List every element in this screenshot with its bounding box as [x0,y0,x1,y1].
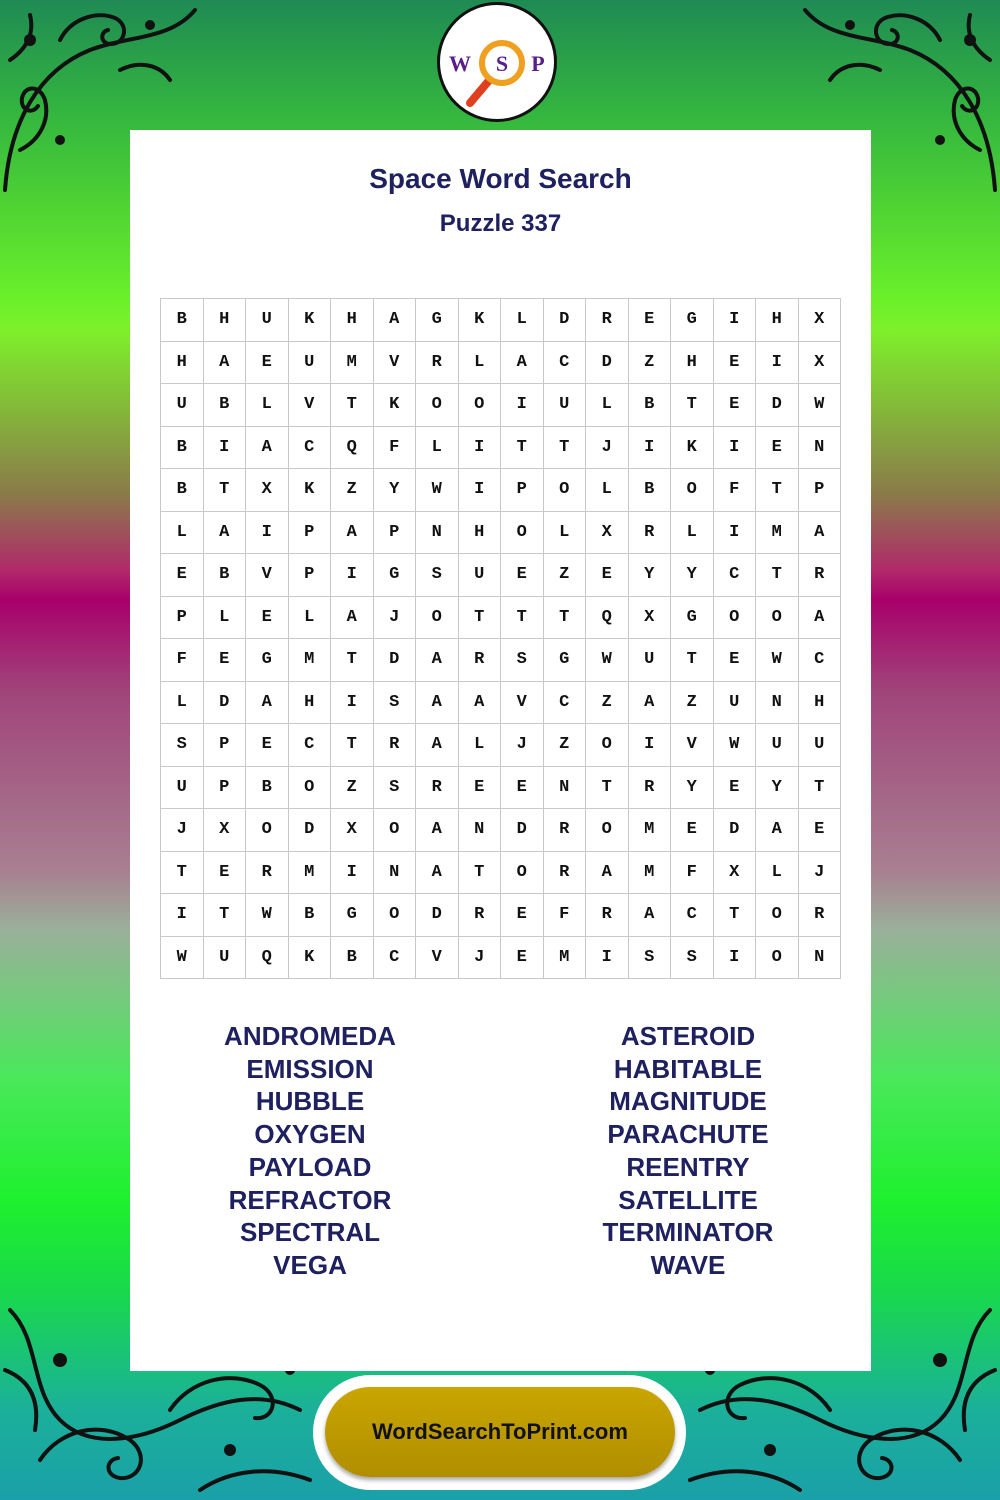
grid-cell[interactable]: I [459,427,502,470]
grid-cell[interactable]: R [586,299,629,342]
grid-cell[interactable]: D [289,809,332,852]
grid-cell[interactable]: P [799,469,842,512]
grid-cell[interactable]: T [799,767,842,810]
grid-cell[interactable]: A [331,512,374,555]
grid-cell[interactable]: A [246,427,289,470]
grid-cell[interactable]: H [204,299,247,342]
grid-cell[interactable]: U [459,554,502,597]
word-list-left [130,1020,490,1282]
grid-cell[interactable]: U [204,937,247,980]
grid-cell[interactable]: T [756,469,799,512]
magnifier-icon [440,5,554,119]
grid-cell[interactable]: B [204,384,247,427]
grid-cell[interactable]: D [756,384,799,427]
grid-cell[interactable]: O [586,809,629,852]
word-list-item: OXYGEN [254,1119,366,1150]
grid-cell[interactable]: L [501,299,544,342]
grid-cell[interactable]: B [246,767,289,810]
grid-cell[interactable]: C [544,682,587,725]
grid-cell[interactable]: F [374,427,417,470]
grid-cell[interactable]: T [331,724,374,767]
grid-cell[interactable]: A [586,852,629,895]
grid-cell[interactable]: Z [671,682,714,725]
grid-cell[interactable]: K [289,299,332,342]
page-title: Space Word Search [369,163,632,194]
grid-cell[interactable]: G [544,639,587,682]
grid-cell[interactable]: S [671,937,714,980]
grid-cell[interactable]: A [416,809,459,852]
grid-cell[interactable]: B [629,469,672,512]
logo-letter-s: S [495,51,509,76]
grid-cell[interactable]: S [416,554,459,597]
grid-cell[interactable]: M [629,852,672,895]
grid-cell[interactable]: R [416,342,459,385]
word-list-item: MAGNITUDE [609,1086,767,1117]
grid-cell[interactable]: T [756,554,799,597]
grid-cell[interactable]: I [714,937,757,980]
grid-cell[interactable]: T [586,767,629,810]
grid-cell[interactable]: O [374,809,417,852]
grid-cell[interactable]: B [161,427,204,470]
grid-cell[interactable]: V [289,384,332,427]
grid-cell[interactable]: G [374,554,417,597]
word-list-item: SPECTRAL [239,1217,381,1248]
word-list-item: WAVE [650,1249,726,1280]
grid-cell[interactable]: A [501,342,544,385]
grid-cell[interactable]: H [289,682,332,725]
grid-cell[interactable]: I [246,512,289,555]
grid-cell[interactable]: B [161,299,204,342]
grid-cell[interactable]: I [629,724,672,767]
word-list-item: REENTRY [626,1151,750,1182]
grid-cell[interactable]: L [544,512,587,555]
grid-cell[interactable]: A [416,639,459,682]
grid-cell[interactable]: E [204,639,247,682]
grid-cell[interactable]: N [374,852,417,895]
grid-cell[interactable]: H [331,299,374,342]
grid-cell[interactable]: T [459,852,502,895]
grid-cell[interactable]: P [374,512,417,555]
grid-cell[interactable]: P [289,512,332,555]
grid-cell[interactable]: F [714,469,757,512]
grid-cell[interactable]: T [204,894,247,937]
grid-cell[interactable]: D [374,639,417,682]
grid-cell[interactable]: L [459,342,502,385]
grid-cell[interactable]: P [161,597,204,640]
grid-cell[interactable]: W [161,937,204,980]
grid-cell[interactable]: D [416,894,459,937]
grid-cell[interactable]: I [501,384,544,427]
grid-cell[interactable]: B [629,384,672,427]
grid-cell[interactable]: U [246,299,289,342]
grid-cell[interactable]: W [756,639,799,682]
grid-cell[interactable]: A [799,512,842,555]
grid-cell[interactable]: A [416,682,459,725]
grid-cell[interactable]: V [501,682,544,725]
grid-cell[interactable]: C [714,554,757,597]
grid-cell[interactable]: L [416,427,459,470]
grid-cell[interactable]: O [416,597,459,640]
grid-cell[interactable]: T [161,852,204,895]
grid-cell[interactable]: O [756,597,799,640]
word-list-item: HABITABLE [613,1053,763,1084]
grid-cell[interactable]: X [799,342,842,385]
grid-cell[interactable]: X [246,469,289,512]
grid-cell[interactable]: R [586,894,629,937]
grid-cell[interactable]: M [289,852,332,895]
grid-cell[interactable]: U [629,639,672,682]
grid-cell[interactable]: I [714,512,757,555]
grid-cell[interactable]: V [671,724,714,767]
grid-cell[interactable]: T [544,597,587,640]
grid-cell[interactable]: A [331,597,374,640]
grid-cell[interactable]: U [289,342,332,385]
wsp-logo [437,2,557,122]
grid-cell[interactable]: E [459,767,502,810]
grid-cell[interactable]: I [629,427,672,470]
grid-cell[interactable]: X [714,852,757,895]
grid-cell[interactable]: E [714,384,757,427]
grid-cell[interactable]: G [671,299,714,342]
grid-cell[interactable]: N [799,427,842,470]
grid-cell[interactable]: P [289,554,332,597]
grid-cell[interactable]: Z [629,342,672,385]
grid-cell[interactable]: D [204,682,247,725]
grid-cell[interactable]: J [459,937,502,980]
grid-cell[interactable]: G [671,597,714,640]
puzzle-number: Puzzle 337 [439,210,562,237]
grid-cell[interactable]: T [501,597,544,640]
word-list-item: PARACHUTE [607,1119,769,1150]
logo-letter-w: W [449,51,471,76]
grid-cell[interactable]: R [459,639,502,682]
grid-cell[interactable]: E [204,852,247,895]
grid-cell[interactable]: N [799,937,842,980]
grid-cell[interactable]: O [544,469,587,512]
word-list-item: VEGA [273,1249,347,1280]
grid-cell[interactable]: E [246,342,289,385]
grid-cell[interactable]: M [629,809,672,852]
grid-cell[interactable]: L [161,512,204,555]
grid-cell[interactable]: H [671,342,714,385]
grid-cell[interactable]: C [289,724,332,767]
word-list-item: SATELLITE [618,1184,758,1215]
grid-cell[interactable]: C [671,894,714,937]
grid-cell[interactable]: G [246,639,289,682]
grid-cell[interactable]: R [799,554,842,597]
grid-cell[interactable]: O [246,809,289,852]
grid-cell[interactable]: E [586,554,629,597]
grid-cell[interactable]: F [161,639,204,682]
word-list-item: ASTEROID [620,1021,756,1051]
grid-cell[interactable]: O [289,767,332,810]
grid-cell[interactable]: V [416,937,459,980]
word-list-item: TERMINATOR [602,1217,774,1248]
grid-cell[interactable]: U [756,724,799,767]
grid-cell[interactable]: L [756,852,799,895]
grid-cell[interactable]: O [586,724,629,767]
grid-cell[interactable]: Z [331,469,374,512]
grid-cell[interactable]: Y [671,767,714,810]
grid-cell[interactable]: U [161,384,204,427]
grid-cell[interactable]: Q [331,427,374,470]
grid-cell[interactable]: H [799,682,842,725]
grid-cell[interactable]: T [544,427,587,470]
grid-cell[interactable]: A [204,342,247,385]
grid-cell[interactable]: L [161,682,204,725]
grid-cell[interactable]: D [714,809,757,852]
grid-cell[interactable]: E [501,894,544,937]
grid-cell[interactable]: I [331,554,374,597]
grid-cell[interactable]: B [289,894,332,937]
grid-cell[interactable]: A [799,597,842,640]
word-list-item: PAYLOAD [248,1151,372,1182]
grid-cell[interactable]: U [544,384,587,427]
grid-cell[interactable]: E [714,639,757,682]
grid-cell[interactable]: N [756,682,799,725]
puzzle-panel [130,130,871,1371]
grid-cell[interactable]: W [416,469,459,512]
word-list-right [508,1020,868,1282]
logo-letter-p: P [531,51,545,76]
grid-cell[interactable]: R [374,724,417,767]
grid-cell[interactable]: L [586,384,629,427]
grid-cell[interactable]: R [459,894,502,937]
grid-cell[interactable]: C [799,639,842,682]
grid-cell[interactable]: O [501,852,544,895]
grid-cell[interactable]: Z [544,724,587,767]
grid-cell[interactable]: B [204,554,247,597]
grid-cell[interactable]: Y [374,469,417,512]
grid-cell[interactable]: A [204,512,247,555]
grid-cell[interactable]: T [331,639,374,682]
grid-cell[interactable]: F [544,894,587,937]
grid-cell[interactable]: I [204,427,247,470]
grid-cell[interactable]: I [331,852,374,895]
grid-cell[interactable]: M [544,937,587,980]
grid-cell[interactable]: T [331,384,374,427]
grid-cell[interactable]: R [629,512,672,555]
grid-cell[interactable]: S [629,937,672,980]
grid-cell[interactable]: F [671,852,714,895]
grid-cell[interactable]: J [501,724,544,767]
grid-cell[interactable]: K [289,937,332,980]
grid-cell[interactable]: Q [586,597,629,640]
grid-cell[interactable]: E [714,767,757,810]
grid-cell[interactable]: I [331,682,374,725]
word-list-item: REFRACTOR [228,1184,392,1215]
grid-cell[interactable]: I [714,299,757,342]
grid-cell[interactable]: E [246,724,289,767]
grid-cell[interactable]: R [544,852,587,895]
grid-cell[interactable]: W [714,724,757,767]
grid-cell[interactable]: O [501,512,544,555]
grid-cell[interactable]: I [161,894,204,937]
word-list-item: HUBBLE [255,1086,365,1117]
word-list-item: EMISSION [246,1053,374,1084]
grid-cell[interactable]: U [799,724,842,767]
grid-cell[interactable]: E [501,554,544,597]
grid-cell[interactable]: J [161,809,204,852]
grid-cell[interactable]: A [416,852,459,895]
grid-cell[interactable]: P [204,724,247,767]
grid-cell[interactable]: X [586,512,629,555]
grid-cell[interactable]: E [756,427,799,470]
grid-cell[interactable]: J [374,597,417,640]
grid-cell[interactable]: W [799,384,842,427]
grid-cell[interactable]: O [374,894,417,937]
grid-cell[interactable]: R [246,852,289,895]
grid-cell[interactable]: B [331,937,374,980]
grid-cell[interactable]: V [374,342,417,385]
grid-cell[interactable]: E [246,597,289,640]
grid-cell[interactable]: T [671,639,714,682]
grid-cell[interactable]: Y [671,554,714,597]
grid-cell[interactable]: R [416,767,459,810]
grid-cell[interactable]: K [459,299,502,342]
grid-cell[interactable]: Y [756,767,799,810]
grid-cell[interactable]: A [374,299,417,342]
grid-cell[interactable]: G [416,299,459,342]
grid-cell[interactable]: U [161,767,204,810]
grid-cell[interactable]: O [416,384,459,427]
grid-cell[interactable]: D [501,809,544,852]
grid-cell[interactable]: Z [586,682,629,725]
grid-cell[interactable]: T [459,597,502,640]
grid-cell[interactable]: L [671,512,714,555]
grid-cell[interactable]: E [161,554,204,597]
grid-cell[interactable]: S [501,639,544,682]
grid-cell[interactable]: W [586,639,629,682]
grid-cell[interactable]: N [544,767,587,810]
grid-cell[interactable]: A [629,894,672,937]
grid-cell[interactable]: C [374,937,417,980]
grid-cell[interactable]: L [289,597,332,640]
grid-cell[interactable]: T [501,427,544,470]
grid-cell[interactable]: J [586,427,629,470]
grid-cell[interactable]: X [204,809,247,852]
grid-cell[interactable]: O [671,469,714,512]
grid-cell[interactable]: K [289,469,332,512]
grid-cell[interactable]: A [416,724,459,767]
grid-cell[interactable]: X [799,299,842,342]
footer-site-link[interactable]: WordSearchToPrint.com [372,1419,628,1444]
grid-cell[interactable]: E [629,299,672,342]
grid-cell[interactable]: E [501,937,544,980]
grid-cell[interactable]: L [204,597,247,640]
grid-cell[interactable]: L [586,469,629,512]
grid-cell[interactable]: B [161,469,204,512]
grid-cell[interactable]: H [459,512,502,555]
grid-cell[interactable]: D [586,342,629,385]
grid-cell[interactable]: V [246,554,289,597]
grid-cell[interactable]: R [799,894,842,937]
word-list-item: ANDROMEDA [224,1021,396,1051]
grid-cell[interactable]: X [331,809,374,852]
grid-cell[interactable]: A [629,682,672,725]
grid-cell[interactable]: U [714,682,757,725]
grid-cell[interactable]: L [246,384,289,427]
grid-cell[interactable]: E [501,767,544,810]
grid-cell[interactable]: H [756,299,799,342]
grid-cell[interactable]: D [544,299,587,342]
grid-cell[interactable]: A [246,682,289,725]
grid-cell[interactable]: I [586,937,629,980]
grid-cell[interactable]: X [629,597,672,640]
grid-cell[interactable]: C [544,342,587,385]
footer-banner[interactable] [325,1387,675,1477]
grid-cell[interactable]: N [416,512,459,555]
grid-cell[interactable]: I [459,469,502,512]
grid-cell[interactable]: L [459,724,502,767]
grid-cell[interactable]: S [374,682,417,725]
grid-cell[interactable]: N [459,809,502,852]
grid-cell[interactable]: K [671,427,714,470]
grid-cell[interactable]: W [246,894,289,937]
grid-cell[interactable]: M [756,512,799,555]
grid-cell[interactable]: S [374,767,417,810]
grid-cell[interactable]: Q [246,937,289,980]
grid-cell[interactable]: A [756,809,799,852]
grid-cell[interactable]: M [331,342,374,385]
grid-cell[interactable]: O [459,384,502,427]
grid-cell[interactable]: O [756,937,799,980]
grid-cell[interactable]: O [756,894,799,937]
grid-cell[interactable]: I [756,342,799,385]
grid-cell[interactable]: J [799,852,842,895]
grid-cell[interactable]: E [714,342,757,385]
grid-cell[interactable]: K [374,384,417,427]
grid-cell[interactable]: E [671,809,714,852]
grid-cell[interactable]: R [629,767,672,810]
grid-cell[interactable]: Y [629,554,672,597]
grid-cell[interactable]: H [161,342,204,385]
grid-cell[interactable]: R [544,809,587,852]
grid-cell[interactable]: I [714,427,757,470]
grid-cell[interactable]: E [799,809,842,852]
grid-cell[interactable]: T [204,469,247,512]
grid-cell[interactable]: M [289,639,332,682]
grid-cell[interactable]: T [671,384,714,427]
grid-cell[interactable]: P [501,469,544,512]
grid-cell[interactable]: G [331,894,374,937]
grid-cell[interactable]: Z [331,767,374,810]
grid-cell[interactable]: T [714,894,757,937]
grid-cell[interactable]: O [714,597,757,640]
grid-cell[interactable]: Z [544,554,587,597]
letter-grid [160,298,841,979]
grid-cell[interactable]: C [289,427,332,470]
grid-cell[interactable]: A [459,682,502,725]
grid-cell[interactable]: P [204,767,247,810]
grid-cell[interactable]: S [161,724,204,767]
